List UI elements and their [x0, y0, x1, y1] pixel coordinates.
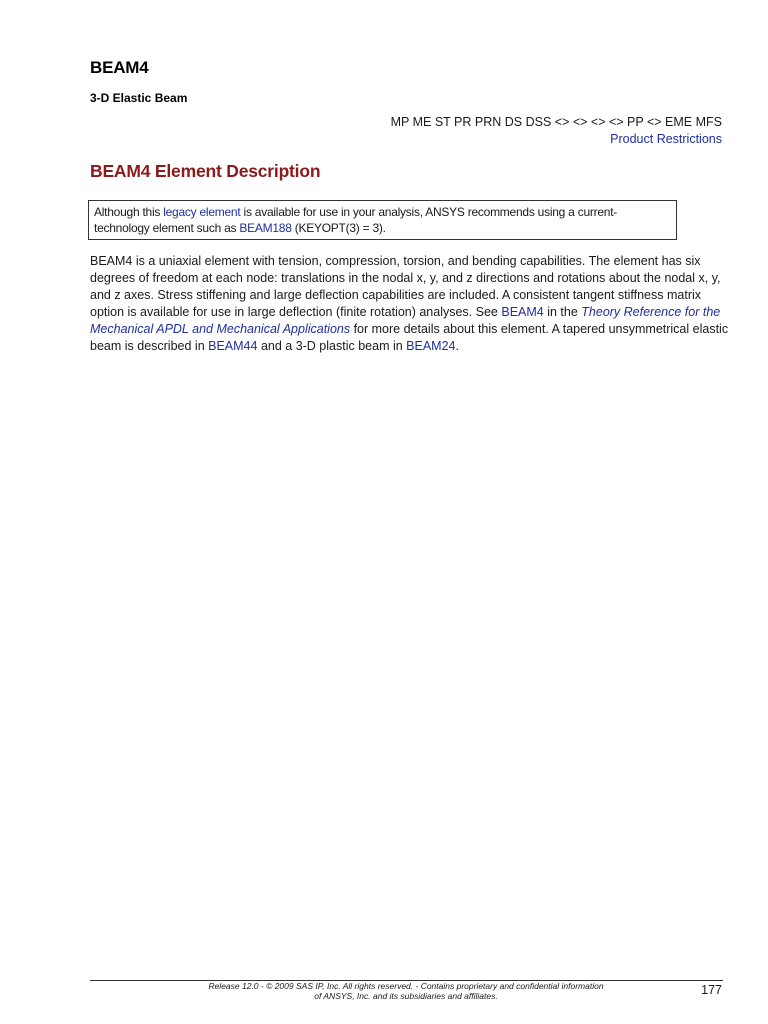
description-text-5: . [455, 339, 459, 353]
description-text-4: and a 3-D plastic beam in [257, 339, 407, 353]
beam4-theory-link[interactable]: BEAM4 [501, 305, 544, 319]
page-number: 177 [701, 983, 722, 997]
beam24-link[interactable]: BEAM24 [406, 339, 456, 353]
beam44-link[interactable]: BEAM44 [208, 339, 258, 353]
product-restrictions-link[interactable]: Product Restrictions [610, 132, 722, 146]
element-title: BEAM4 [90, 58, 149, 77]
footer-line-2: of ANSYS, Inc. and its subsidiaries and affiliates. [314, 991, 498, 1001]
section-heading: BEAM4 Element Description [90, 161, 321, 181]
description-text-2: in the [543, 305, 582, 319]
note-text-start: Although this [94, 205, 164, 219]
legacy-element-link[interactable]: legacy element [163, 205, 241, 219]
footer-copyright [180, 981, 632, 1001]
legacy-note-box [88, 200, 677, 240]
product-availability [391, 114, 722, 148]
footer-line-1: Release 12.0 - © 2009 SAS IP, Inc. All rights reserved. - Contains proprietary and confidential information [208, 981, 604, 991]
product-codes: MP ME ST PR PRN DS DSS <> <> <> <> PP <> EME MFS [390, 115, 722, 129]
theory-reference-link[interactable]: Theory Reference for the Mechanical APDL and Mechanical Applications [90, 305, 721, 336]
beam188-link[interactable]: BEAM188 [239, 221, 292, 235]
element-subtitle: 3-D Elastic Beam [90, 91, 188, 105]
element-description [90, 253, 730, 355]
description-text-3: for more details about this element. A tapered unsymmetrical elastic beam is described in [90, 322, 729, 353]
description-text-1: BEAM4 is a uniaxial element with tension, compression, torsion, and bending capabilities. The element has six degrees of freedom at each node: translations in the nodal x, y, and z directions and rotations about the nodal x, y, and z axes. Stress stiffening and large deflection capabilities are included. A consistent tangent stiffness matrix option is available for use in large deflection (finite rotation) analyses. See [90, 254, 721, 319]
note-text-end: (KEYOPT(3) = 3). [291, 221, 386, 235]
note-text-middle: is available for use in your analysis, ANSYS recommends using a current-technology element such as [94, 205, 618, 235]
